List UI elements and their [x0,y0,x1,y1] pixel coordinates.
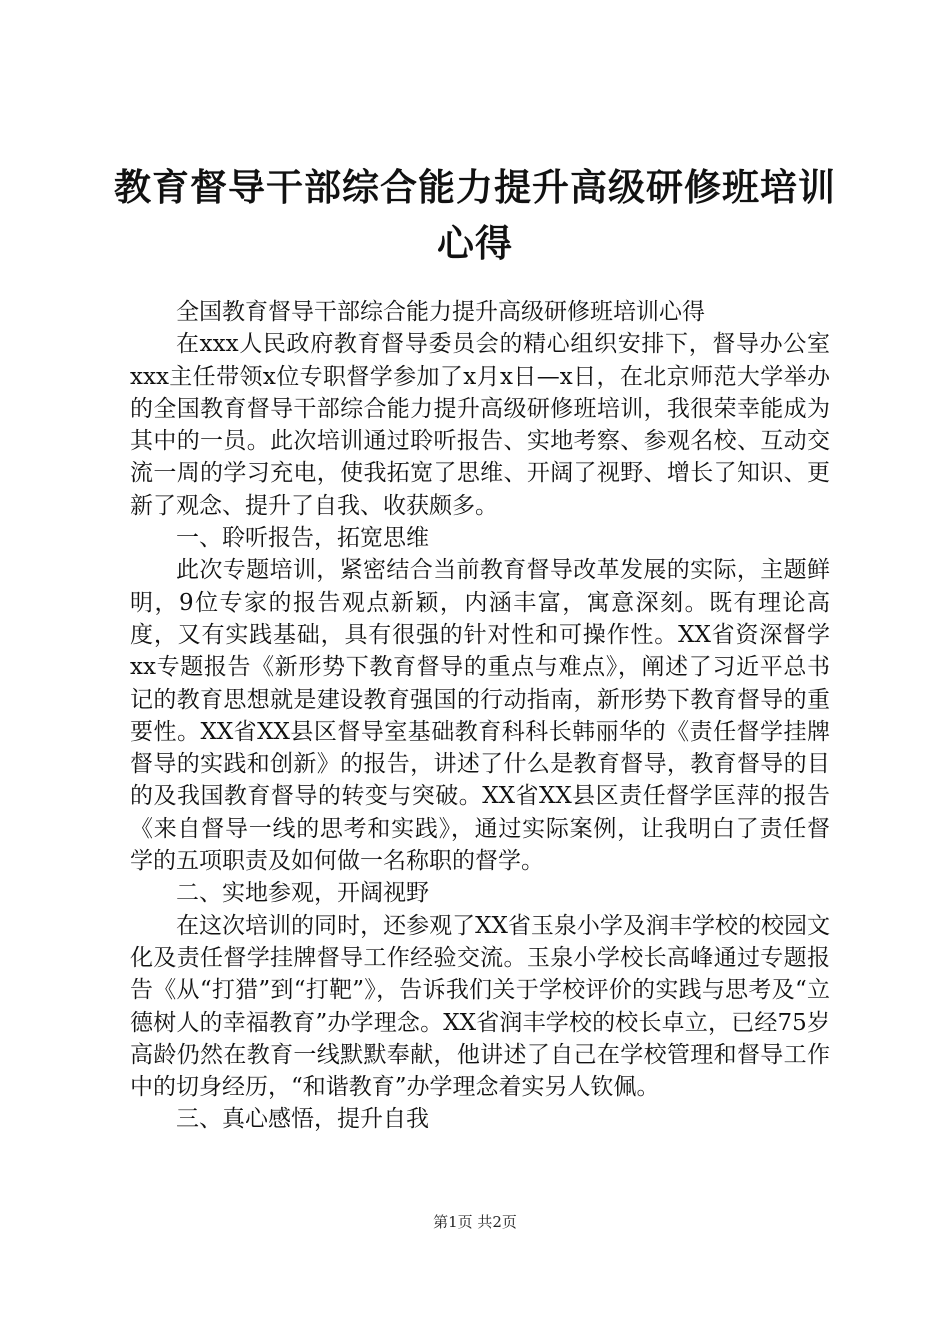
document-title: 教育督导干部综合能力提升高级研修班培训心得 [114,166,836,265]
page-number-footer: 第1页 共2页 [433,1213,517,1231]
section-heading-2: 二、实地参观，开阔视野 [176,880,429,907]
section-1-paragraph: 此次专题培训，紧密结合当前教育督导改革发展的实际，主题鲜明，9位专家的报告观点新颖，内涵丰富，寓意深刻。既有理论高度，又有实践基础，具有很强的针对性和可操作性。XX省资深督学xx专题报告《新形势下教育督导的重点与难点》，阐述了习近平总书记的教育思想就是建设教育强国的行动指南，新形势下教育督导的重要性。XX省XX县区督导室基础教育科科长韩丽华的《责任督学挂牌督导的实践和创新》的报告，讲述了什么是教育督导，教育督导的目的及我国教育督导的转变与突破。XX省XX县区责任督学匡萍的报告《来自督导一线的思考和实践》，通过实际案例，让我明白了责任督学的五项职责及如何做一名称职的督学。 [130,557,830,875]
section-2-paragraph: 在这次培训的同时，还参观了XX省玉泉小学及润丰学校的校园文化及责任督学挂牌督导工作经验交流。玉泉小学校长高峰通过专题报告《从“打猎”到“打靶”》，告诉我们关于学校评价的实践与思考及“立德树人的幸福教育”办学理念。XX省润丰学校的校长卓立，已经75岁高龄仍然在教育一线默默奉献，他讲述了自己在学校管理和督导工作中的切身经历，“和谐教育”办学理念着实另人钦佩。 [130,912,830,1101]
document-body [130,296,830,1136]
section-heading-3: 三、真心感悟，提升自我 [176,1106,429,1133]
subtitle-paragraph: 全国教育督导干部综合能力提升高级研修班培训心得 [176,299,705,325]
section-heading-1: 一、聆听报告，拓宽思维 [176,525,429,552]
intro-paragraph: 在xxx人民政府教育督导委员会的精心组织安排下，督导办公室xxx主任带领x位专职督学参加了x月x日—x日，在北京师范大学举办的全国教育督导干部综合能力提升高级研修班培训，我很荣幸能成为其中的一员。此次培训通过聆听报告、实地考察、参观名校、互动交流一周的学习充电，使我拓宽了思维、开阔了视野、增长了知识、更新了观念、提升了自我、收获颇多。 [130,331,830,519]
